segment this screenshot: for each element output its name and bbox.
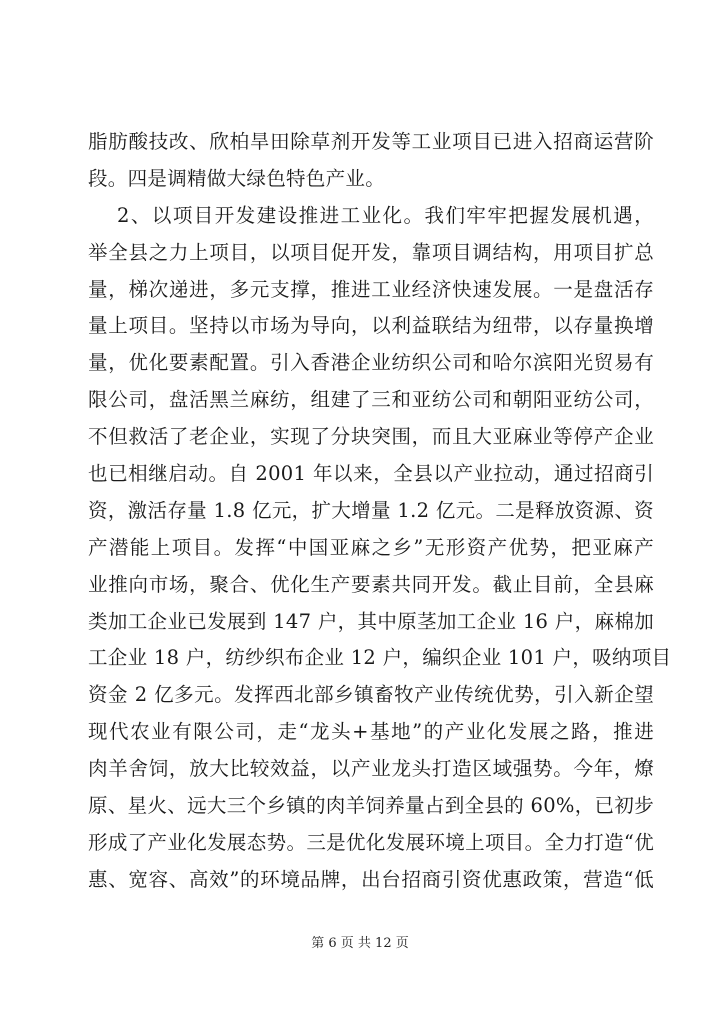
text-line: 段。四是调精做大绿色特色产业。 xyxy=(88,166,386,190)
text-line: 量上项目。坚持以市场为导向，以利益联结为纽带，以存量换增 xyxy=(88,314,654,338)
text-line: 产潜能上项目。发挥“中国亚麻之乡”无形资产优势，把亚麻产 xyxy=(88,535,654,559)
text-line: 原、星火、远大三个乡镇的肉羊饲养量占到全县的 60%，已初步 xyxy=(88,794,654,818)
text-line: 资金 2 亿多元。发挥西北部乡镇畜牧产业传统优势，引入新企望 xyxy=(88,683,654,707)
text-line: 不但救活了老企业，实现了分块突围，而且大亚麻业等停产企业 xyxy=(88,425,654,449)
text-line: 现代农业有限公司，走“龙头+基地”的产业化发展之路，推进 xyxy=(88,720,654,744)
text-line: 惠、宽容、高效”的环境品牌，出台招商引资优惠政策，营造“低 xyxy=(88,867,654,891)
text-line: 限公司，盘活黑兰麻纺，组建了三和亚纺公司和朝阳亚纺公司， xyxy=(88,388,654,412)
text-line: 脂肪酸技改、欣柏旱田除草剂开发等工业项目已进入招商运营阶 xyxy=(88,130,654,153)
text-line: 类加工企业已发展到 147 户，其中原茎加工企业 16 户，麻棉加 xyxy=(88,609,654,633)
text-line: 量，梯次递进，多元支撑，推进工业经济快速发展。一是盘活存 xyxy=(88,277,654,301)
text-line: 量，优化要素配置。引入香港企业纺织公司和哈尔滨阳光贸易有 xyxy=(88,351,654,375)
text-line: 工企业 18 户，纺纱织布企业 12 户，编织企业 101 户，吸纳项目 xyxy=(88,646,672,670)
text-line: 资，激活存量 1.8 亿元，扩大增量 1.2 亿元。二是释放资源、资 xyxy=(88,498,654,522)
text-line: 也已相继启动。自 2001 年以来，全县以产业拉动，通过招商引 xyxy=(88,462,654,486)
text-line: 2、以项目开发建设推进工业化。我们牢牢把握发展机遇， xyxy=(117,203,654,227)
text-line: 举全县之力上项目，以项目促开发，靠项目调结构，用项目扩总 xyxy=(88,240,654,264)
text-line: 肉羊舍饲，放大比较效益，以产业龙头打造区域强势。今年，燎 xyxy=(88,757,654,781)
text-line: 业推向市场，聚合、优化生产要素共同开发。截止目前，全县麻 xyxy=(88,572,654,596)
text-line: 形成了产业化发展态势。三是优化发展环境上项目。全力打造“优 xyxy=(88,830,654,854)
body-text xyxy=(88,124,672,899)
page-number-footer: 第 6 页 共 12 页 xyxy=(311,936,409,951)
